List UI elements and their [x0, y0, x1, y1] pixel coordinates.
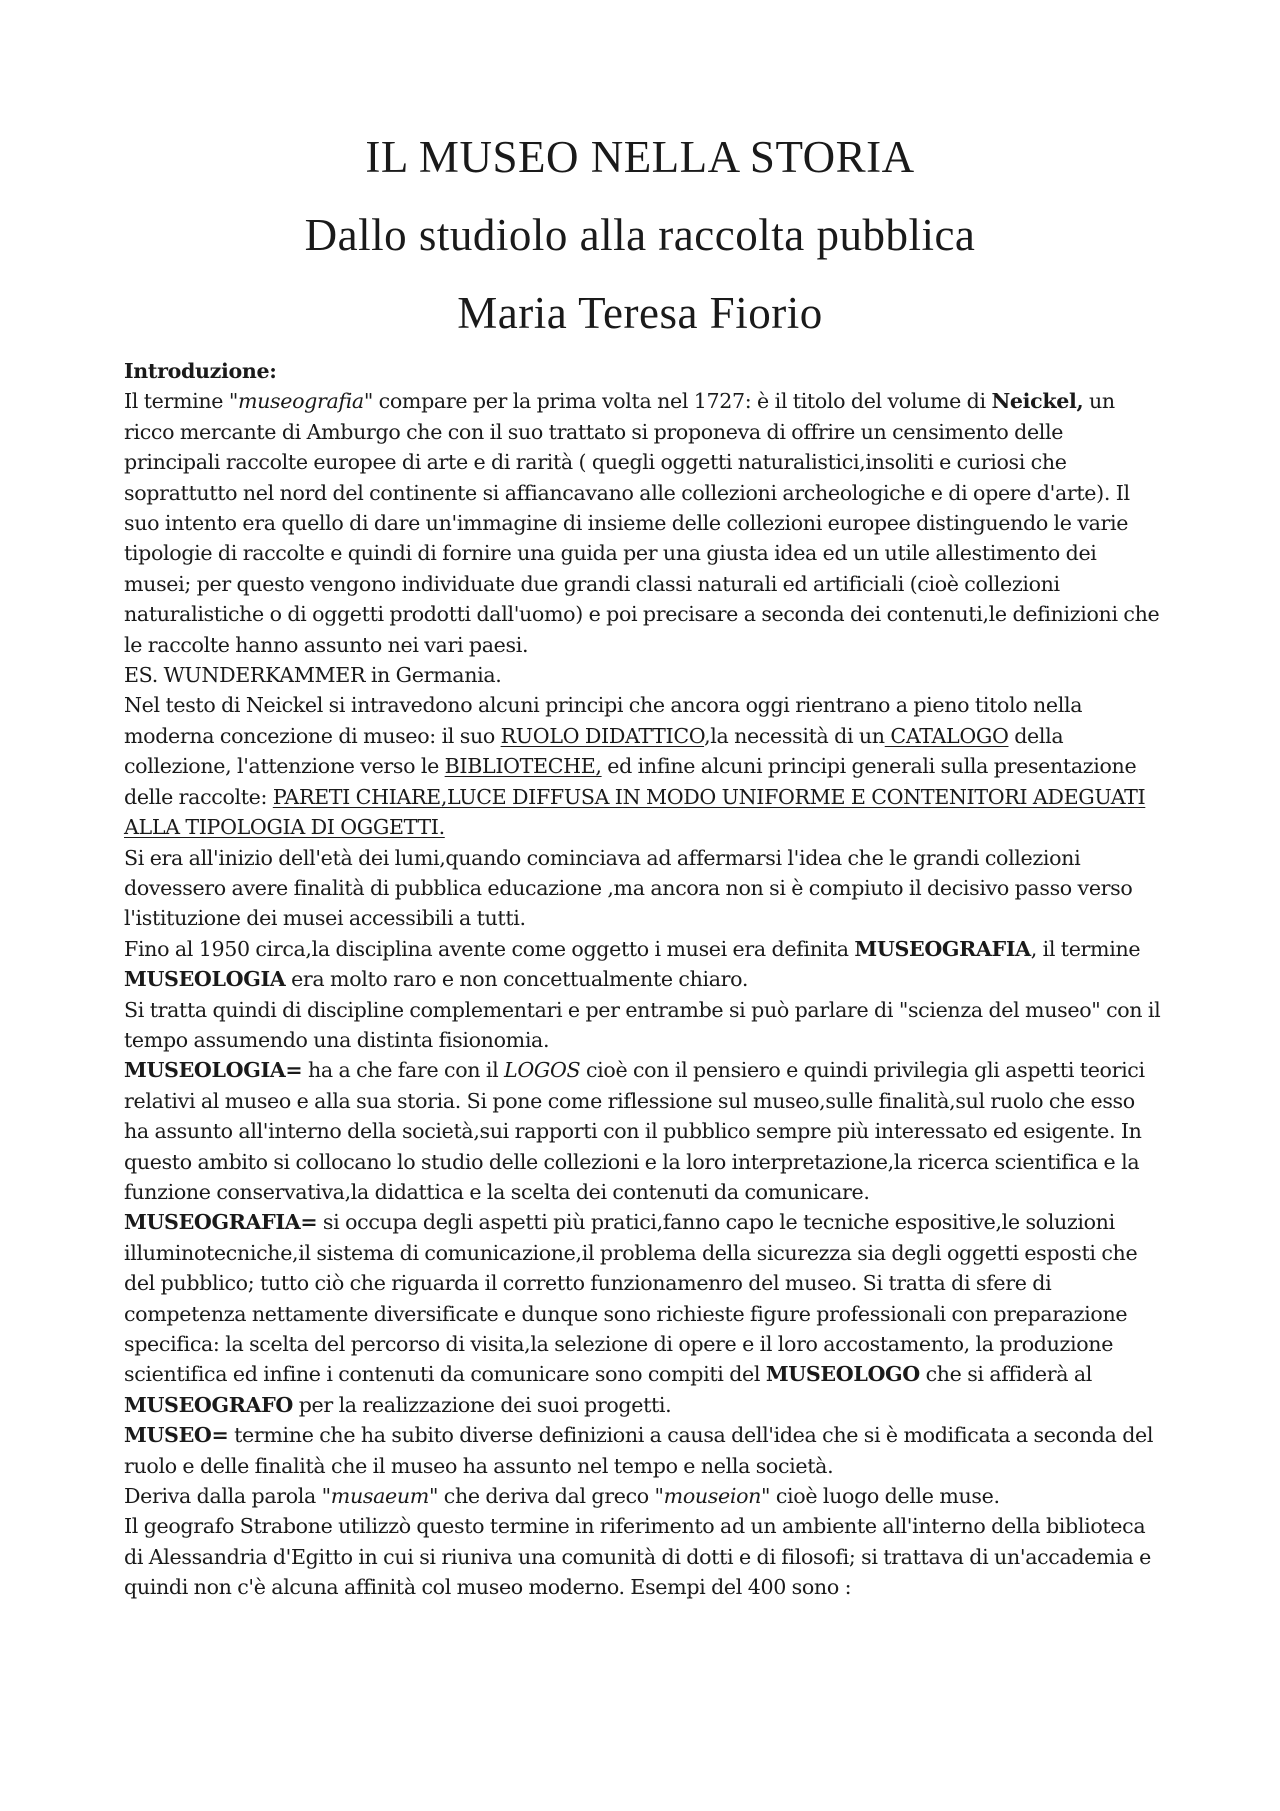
bold-term: MUSEOLOGO	[765, 1362, 920, 1387]
italic-term: "musaeum"	[321, 1484, 439, 1509]
paragraph-discipline: Si tratta quindi di discipline complementari e per entrambe si può parlare di "scienza del museo" con il tempo assumendo una distinta fisionomia.	[124, 997, 1161, 1052]
text-run: Il termine	[124, 389, 229, 414]
text-run: si occupa degli aspetti più pratici,fanno capo le tecniche espositive,le soluzioni illuminotecniche,il sistema di comunicazione,il problema della sicurezza sia degli oggetti esposti che del pubblico; tutto ciò che riguarda il corretto funzionamenro del museo. Si tratta di sfere di competenza nettamente diversificate e dunque sono richieste figure professionali con preparazione specifica: la scelta del percorso di visita,la selezione di opere e il loro accostamento, la produzione scientifica ed infine i contenuti da comunicare sono compiti del	[124, 1210, 1138, 1387]
document-title: IL MUSEO NELLA STORIA	[365, 132, 915, 182]
paragraph-etymology	[124, 1481, 1164, 1511]
text-run: compare per la prima volta nel 1727: è il titolo del volume di	[372, 389, 992, 414]
paragraph-neickel-principles	[124, 690, 1164, 842]
text-run: della collezione, l'attenzione verso le	[124, 723, 1064, 779]
section-heading-introduzione: Introduzione:	[124, 359, 277, 383]
document-author: Maria Teresa Fiorio	[457, 288, 823, 338]
bold-term: Neickel,	[991, 389, 1084, 414]
paragraph-museo-definition	[124, 1420, 1164, 1481]
paragraph-museografia-definition	[124, 1207, 1164, 1420]
text-run: che si affiderà al	[919, 1362, 1093, 1387]
bold-term: MUSEOLOGIA=	[124, 1058, 303, 1083]
text-run: per la realizzazione dei suoi progetti.	[293, 1392, 672, 1417]
bold-term: MUSEOGRAFO	[124, 1392, 294, 1417]
bold-term: MUSEOGRAFIA	[854, 936, 1031, 961]
text-run: un ricco mercante di Amburgo che con il suo trattato si proponeva di offrire un censimento delle principali raccolte europee di arte e di rarità ( quegli oggetti naturalistici,insoliti e curiosi che soprattutto nel nord del continente si affiancavano alle collezioni archeologiche e di opere d'arte). Il suo intento era quello di dare un'immagine di insieme delle collezioni europee distinguendo le varie tipologie di raccolte e quindi di fornire una guida per una giusta idea ed un utile allestimento dei musei; per questo vengono individuate due grandi classi naturali ed artificiali (cioè collezioni naturalistiche o di oggetti prodotti dall'uomo) e poi precisare a seconda dei contenuti,le definizioni che le raccolte hanno assunto nei vari paesi.	[124, 389, 1160, 657]
underlined-term: BIBLIOTECHE,	[444, 754, 602, 779]
underlined-term: RUOLO DIDATTICO	[500, 723, 705, 748]
paragraph-1950	[124, 934, 1164, 995]
text-run: cioè con il pensiero e quindi privilegia gli aspetti teorici relativi al museo e alla sua storia. Si pone come riflessione sul museo,sulle finalità,sul ruolo che esso ha assunto all'interno della società,sui rapporti con il pubblico sempre più interessato ed esigente. In questo ambito si collocano lo studio delle collezioni e la loro interpretazione,la ricerca scientifica e la funzione conservativa,la didattica e la scelta dei contenuti da comunicare.	[124, 1058, 1145, 1204]
italic-term: "museografia"	[228, 389, 373, 414]
text-run: era molto raro e non concettualmente chiaro.	[285, 967, 749, 992]
text-run: Fino al 1950 circa,la disciplina avente come oggetto i musei era definita	[124, 936, 855, 961]
text-run: termine che ha subito diverse definizioni a causa dell'idea che si è modificata a seconda del ruolo e delle finalità che il museo ha assunto nel tempo e nella società.	[124, 1423, 1154, 1478]
underlined-term: CATALOGO	[884, 723, 1009, 748]
paragraph-strabone: Il geografo Strabone utilizzò questo termine in riferimento ad un ambiente all'interno della biblioteca di Alessandria d'Egitto in cui si riuniva una comunità di dotti e di filosofi; si trattava di un'accademia e quindi non c'è alcuna affinità col museo moderno. Esempi del 400 sono :	[124, 1514, 1151, 1600]
text-run: ha a che fare con il	[302, 1058, 505, 1083]
paragraph-wunderkammer: ES. WUNDERKAMMER in Germania.	[124, 663, 502, 688]
paragraph-museologia-definition	[124, 1055, 1164, 1207]
text-run: Nel testo di Neickel si intravedono alcuni principi che ancora oggi rientrano a pieno titolo nella moderna concezione di museo: il suo	[124, 693, 1083, 748]
bold-term: MUSEOLOGIA	[124, 967, 286, 992]
bold-term: MUSEO=	[124, 1423, 229, 1448]
text-run: , il termine	[1030, 936, 1141, 961]
italic-term: "mouseion"	[654, 1484, 771, 1509]
paragraph-museografia-origin	[124, 386, 1164, 660]
document-subtitle: Dallo studiolo alla raccolta pubblica	[304, 210, 976, 260]
paragraph-eta-dei-lumi: Si era all'inizio dell'età dei lumi,quando cominciava ad affermarsi l'idea che le grandi collezioni dovessero avere finalità di pubblica educazione ,ma ancora non si è compiuto il decisivo passo verso l'istituzione dei musei accessibili a tutti.	[124, 845, 1133, 931]
text-run: ,la necessità di un	[704, 723, 885, 748]
italic-term: LOGOS	[504, 1058, 581, 1083]
bold-term: MUSEOGRAFIA=	[124, 1210, 318, 1235]
text-run: ed infine alcuni principi generali sulla presentazione delle raccolte:	[124, 754, 1137, 809]
text-run: Deriva dalla parola	[124, 1484, 322, 1509]
text-run: che deriva dal greco	[438, 1484, 655, 1509]
text-run: cioè luogo delle muse.	[770, 1484, 1000, 1509]
document-body	[124, 356, 1164, 1603]
underlined-term: PARETI CHIARE,LUCE DIFFUSA IN MODO UNIFORME E CONTENITORI ADEGUATI ALLA TIPOLOGIA DI OGGETTI.	[124, 784, 1146, 840]
title-block	[0, 118, 1280, 352]
